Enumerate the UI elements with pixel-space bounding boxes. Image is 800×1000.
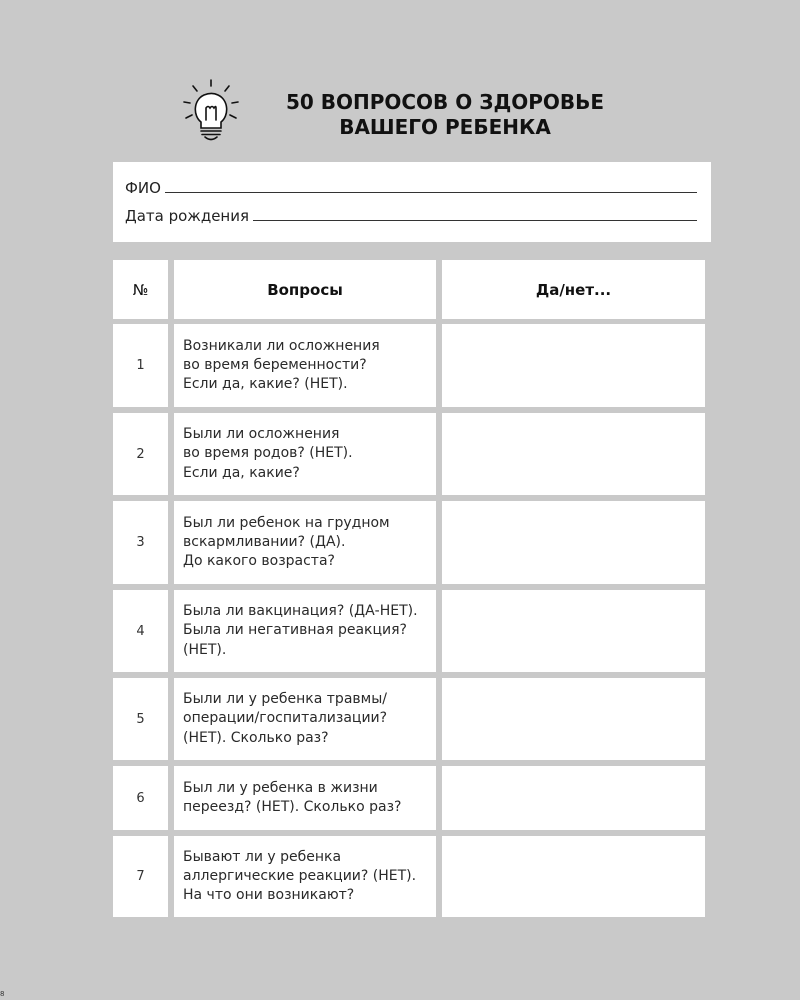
row-number: 3	[113, 501, 168, 584]
question-line: вскармливании? (ДА).	[183, 533, 346, 550]
question-line: Возникали ли осложнения	[183, 337, 380, 354]
name-label: ФИО	[125, 179, 161, 197]
row-number: 5	[113, 678, 168, 760]
question-line: Бывают ли у ребенка	[183, 848, 342, 865]
answer-cell[interactable]	[442, 678, 705, 760]
title-line-2: ВАШЕГО РЕБЕНКА	[339, 115, 551, 139]
question-line: во время беременности?	[183, 356, 367, 373]
question-line: во время родов? (НЕТ).	[183, 445, 353, 462]
personal-info-box	[113, 162, 711, 242]
header-questions: Вопросы	[174, 260, 436, 319]
question-text	[174, 836, 436, 917]
name-field[interactable]	[165, 192, 697, 193]
name-field-row	[125, 175, 697, 197]
question-line: переезд? (НЕТ). Сколько раз?	[183, 799, 402, 815]
page-title	[240, 90, 650, 140]
title-line-1: 50 ВОПРОСОВ О ЗДОРОВЬЕ	[285, 90, 605, 114]
question-line: Была ли негативная реакция?	[183, 622, 407, 639]
question-line: Если да, какие? (НЕТ).	[183, 376, 348, 393]
question-text	[174, 678, 436, 760]
question-line: Если да, какие?	[183, 464, 300, 481]
row-number: 2	[113, 413, 168, 495]
page-number: 8	[0, 990, 5, 998]
answer-cell[interactable]	[442, 413, 705, 495]
question-line: Был ли у ребенка в жизни	[183, 779, 378, 796]
birth-date-field[interactable]	[253, 220, 697, 221]
question-line: (НЕТ).	[183, 641, 227, 658]
row-number: 1	[113, 324, 168, 407]
question-line: (НЕТ). Сколько раз?	[183, 729, 329, 746]
question-line: Был ли ребенок на грудном	[183, 514, 390, 531]
header-answers: Да/нет...	[442, 260, 705, 319]
answer-cell[interactable]	[442, 836, 705, 917]
question-line: Была ли вакцинация? (ДА-НЕТ).	[183, 603, 418, 620]
page-header	[0, 78, 800, 148]
question-text	[174, 590, 436, 672]
answer-cell[interactable]	[442, 590, 705, 672]
question-text	[174, 501, 436, 584]
answer-cell[interactable]	[442, 324, 705, 407]
question-line: На что они возникают?	[183, 887, 355, 904]
birth-field-row	[125, 203, 697, 225]
question-text	[174, 766, 436, 830]
header-number: №	[113, 260, 168, 319]
answer-cell[interactable]	[442, 501, 705, 584]
question-line: Были ли у ребенка травмы/	[183, 691, 387, 708]
answer-cell[interactable]	[442, 766, 705, 830]
question-line: операции/госпитализации?	[183, 710, 388, 727]
question-text	[174, 324, 436, 407]
row-number: 7	[113, 836, 168, 917]
question-line: Были ли осложнения	[183, 426, 340, 443]
lightbulb-icon	[176, 78, 246, 144]
question-text	[174, 413, 436, 495]
birth-date-label: Дата рождения	[125, 207, 249, 225]
row-number: 4	[113, 590, 168, 672]
row-number: 6	[113, 766, 168, 830]
question-line: До какого возраста?	[183, 553, 335, 570]
question-line: аллергические реакции? (НЕТ).	[183, 867, 417, 884]
